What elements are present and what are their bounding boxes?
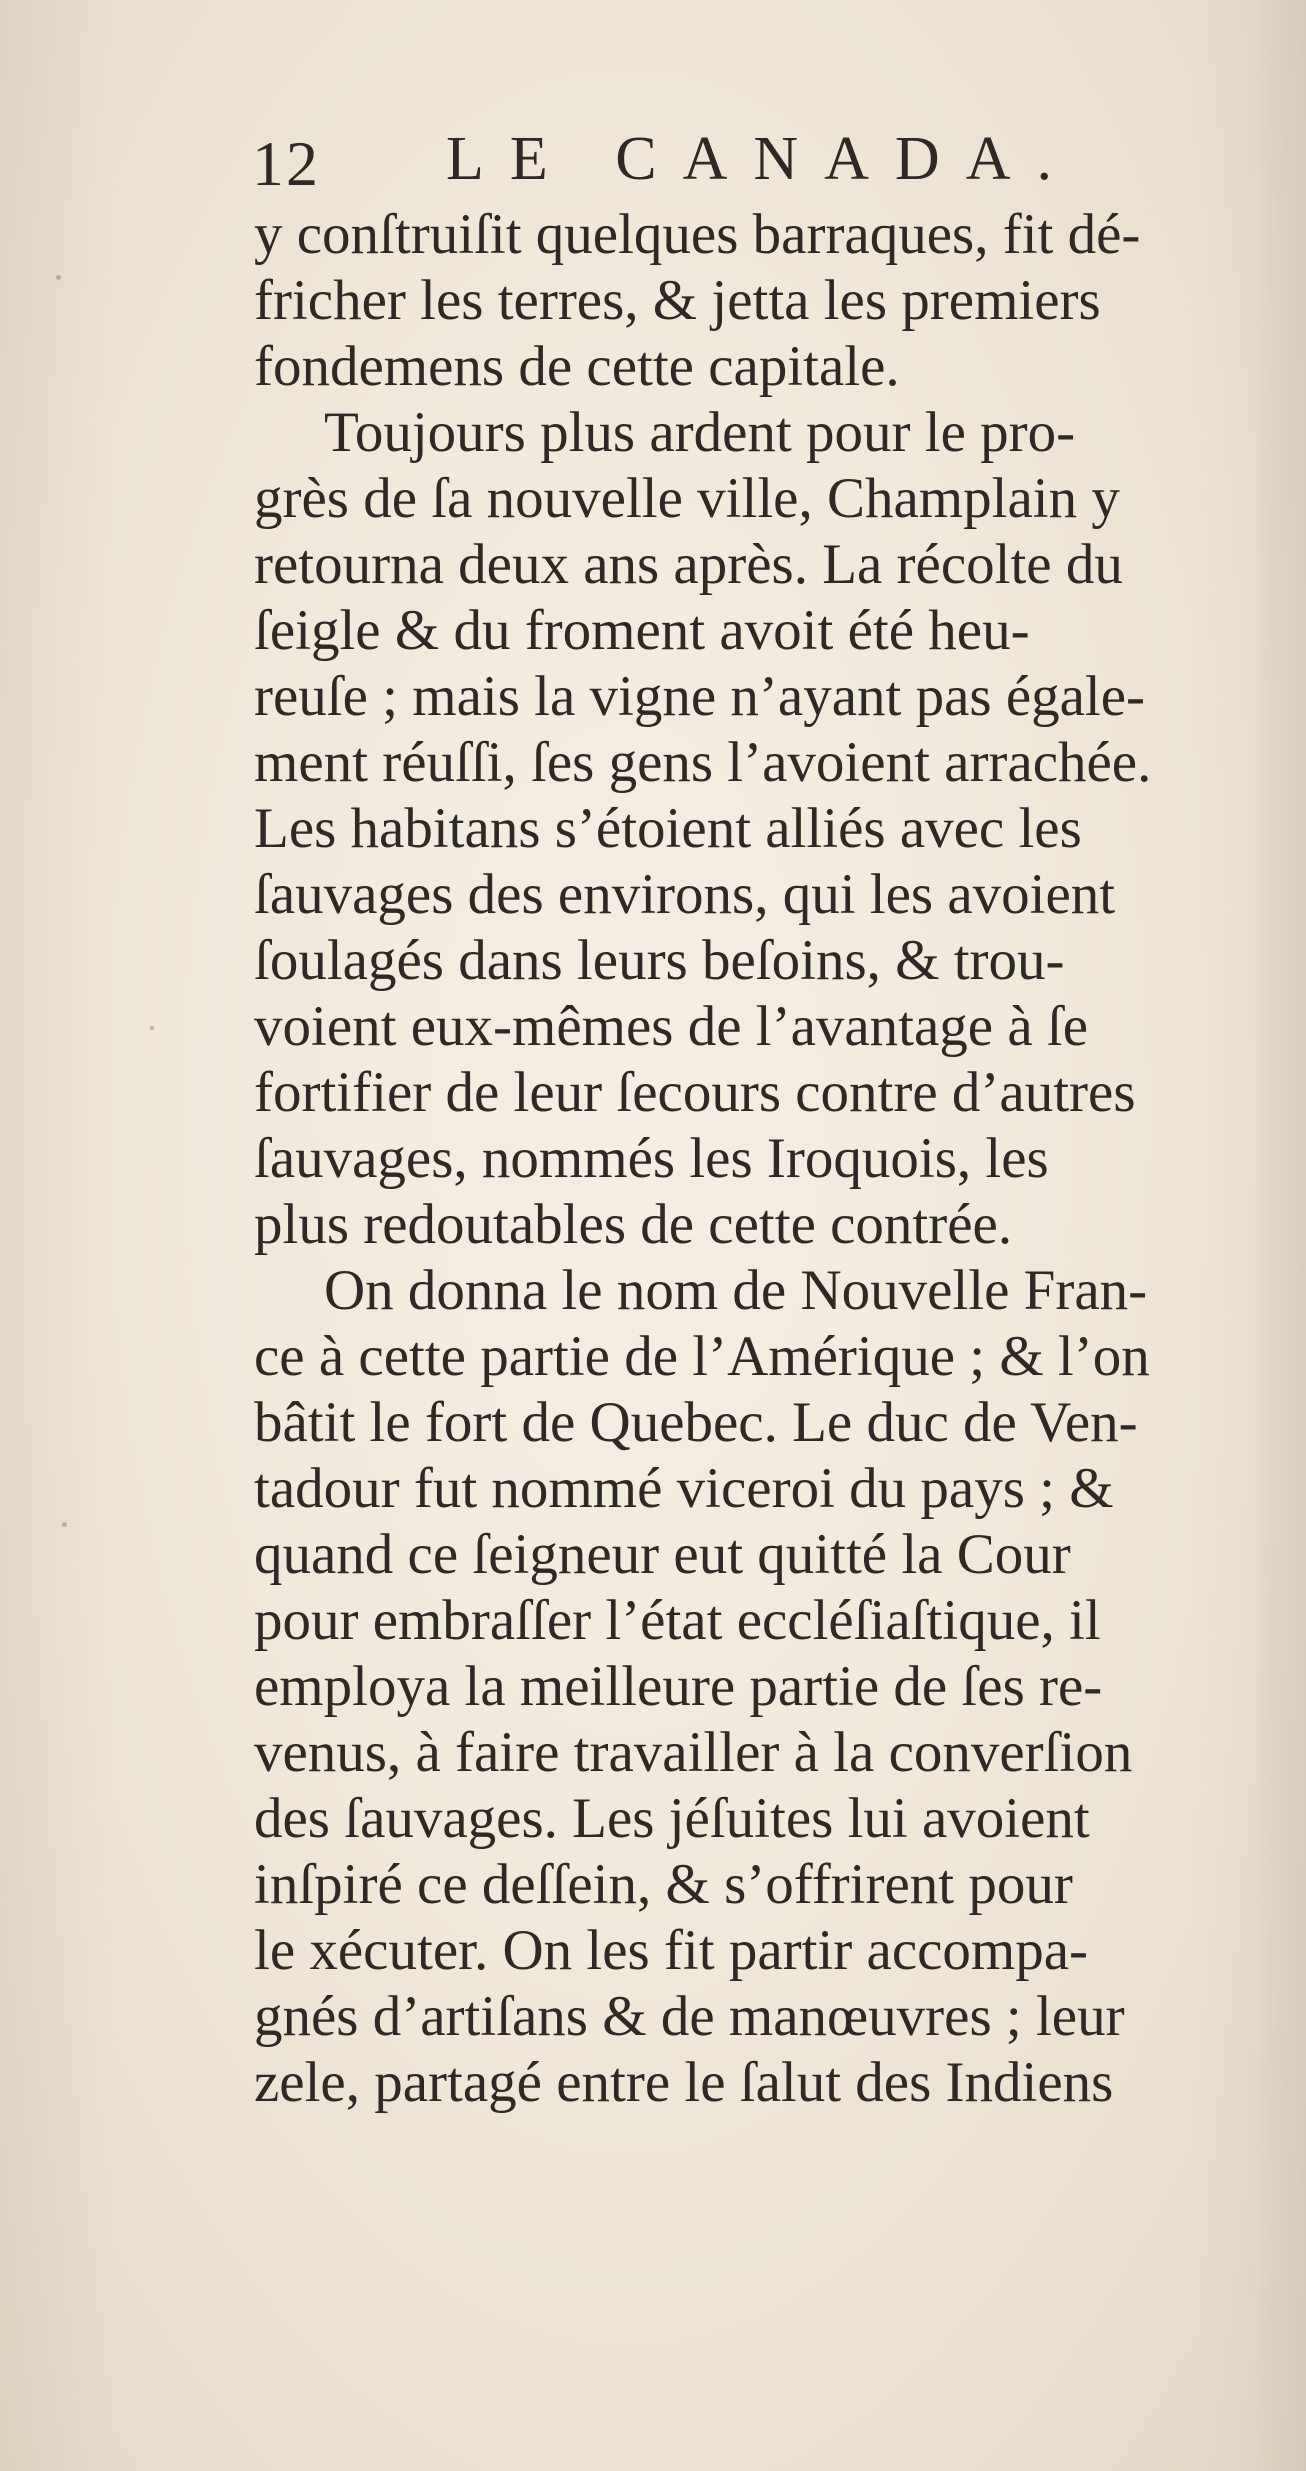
text-line bbox=[254, 664, 1256, 730]
text-line bbox=[254, 1126, 1256, 1192]
text-line-content: ſoulagés dans leurs beſoins, & trou- bbox=[254, 929, 1065, 992]
paper-speck bbox=[150, 1026, 154, 1030]
text-line-content: gnés d’artiſans & de manœuvres ; leur bbox=[254, 1985, 1125, 2048]
text-line-content: Les habitans s’étoient alliés avec les bbox=[254, 797, 1082, 860]
text-line-content: reuſe ; mais la vigne n’ayant pas égale- bbox=[254, 665, 1146, 728]
text-line-content: zele, partagé entre le ſalut des Indiens bbox=[254, 2051, 1114, 2114]
text-line-content: fondemens de cette capitale. bbox=[254, 335, 900, 398]
text-line bbox=[254, 466, 1256, 532]
text-line-content: On donna le nom de Nouvelle Fran- bbox=[324, 1259, 1148, 1322]
text-line-content: plus redoutables de cette contrée. bbox=[254, 1193, 1013, 1256]
text-line-content: venus, à faire travailler à la converſion bbox=[254, 1721, 1133, 1784]
text-line-content: tadour fut nommé viceroi du pays ; & bbox=[254, 1457, 1114, 1520]
text-line bbox=[254, 994, 1256, 1060]
text-line-content: retourna deux ans après. La récolte du bbox=[254, 533, 1123, 596]
text-line bbox=[254, 1522, 1256, 1588]
text-line-content: le xécuter. On les fit partir accompa- bbox=[254, 1919, 1089, 1982]
text-line bbox=[254, 796, 1256, 862]
text-line-content: des ſauvages. Les jéſuites lui avoient bbox=[254, 1787, 1090, 1850]
text-line bbox=[254, 730, 1256, 796]
text-line bbox=[254, 1060, 1256, 1126]
text-line bbox=[254, 1918, 1256, 1984]
text-line bbox=[254, 1192, 1256, 1258]
text-line-content: voient eux-mêmes de l’avantage à ſe bbox=[254, 995, 1089, 1058]
text-line bbox=[254, 928, 1256, 994]
text-line-content: ce à cette partie de l’Amérique ; & l’on bbox=[254, 1325, 1150, 1388]
text-line bbox=[254, 1324, 1256, 1390]
paper-speck bbox=[56, 275, 61, 280]
text-line-content: ſauvages, nommés les Iroquois, les bbox=[254, 1127, 1049, 1190]
text-line bbox=[254, 1984, 1256, 2050]
text-line bbox=[254, 1390, 1256, 1456]
text-line bbox=[254, 202, 1256, 268]
text-line bbox=[254, 2050, 1256, 2116]
running-title: LE CANADA. bbox=[446, 125, 1078, 193]
text-line-content: employa la meilleure partie de ſes re- bbox=[254, 1655, 1103, 1718]
text-line bbox=[254, 334, 1256, 400]
text-line bbox=[254, 1258, 1256, 1324]
text-line bbox=[254, 1456, 1256, 1522]
text-line bbox=[254, 1588, 1256, 1654]
text-line-content: ment réuſſi, ſes gens l’avoient arrachée. bbox=[254, 731, 1152, 794]
text-line-content: quand ce ſeigneur eut quitté la Cour bbox=[254, 1523, 1071, 1586]
text-line bbox=[254, 268, 1256, 334]
text-line-content: fricher les terres, & jetta les premiers bbox=[254, 269, 1101, 332]
paper-speck bbox=[62, 1522, 67, 1527]
text-line bbox=[254, 862, 1256, 928]
text-line-content: Toujours plus ardent pour le pro- bbox=[324, 401, 1076, 464]
text-line bbox=[254, 532, 1256, 598]
text-line bbox=[254, 1720, 1256, 1786]
text-line-content: ſeigle & du froment avoit été heu- bbox=[254, 599, 1030, 662]
text-line bbox=[254, 1852, 1256, 1918]
text-line bbox=[254, 400, 1256, 466]
text-line-content: ſauvages des environs, qui les avoient bbox=[254, 863, 1116, 926]
page-header bbox=[252, 125, 1078, 208]
text-line-content: y conſtruiſit quelques barraques, fit dé- bbox=[254, 203, 1141, 266]
text-line-content: inſpiré ce deſſein, & s’offrirent pour bbox=[254, 1853, 1073, 1916]
text-line-content: grès de ſa nouvelle ville, Champlain y bbox=[254, 467, 1120, 530]
page-number: 12 bbox=[252, 128, 320, 199]
text-line-content: fortifier de leur ſecours contre d’autres bbox=[254, 1061, 1136, 1124]
text-line bbox=[254, 1654, 1256, 1720]
text-line-content: bâtit le fort de Quebec. Le duc de Ven- bbox=[254, 1391, 1138, 1454]
text-line-content: pour embraſſer l’état eccléſiaſtique, il bbox=[254, 1589, 1101, 1652]
book-text-block bbox=[254, 202, 1256, 2116]
text-line bbox=[254, 1786, 1256, 1852]
text-line bbox=[254, 598, 1256, 664]
page-edge-shadow bbox=[1252, 0, 1306, 2471]
